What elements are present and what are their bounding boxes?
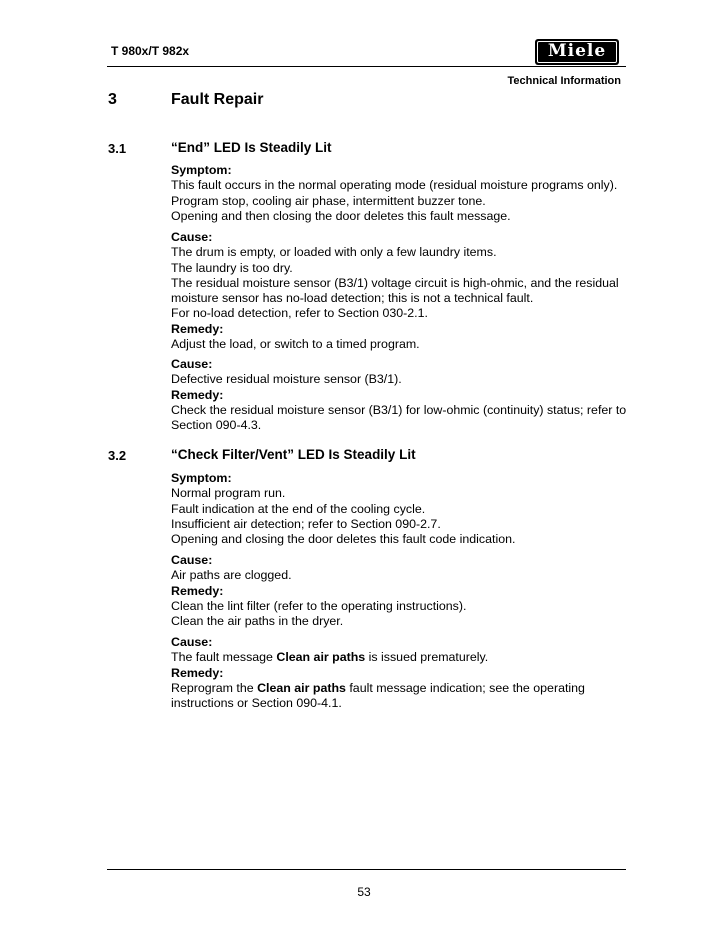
remedy-line: Section 090-4.3. xyxy=(171,418,262,433)
cause-line: The laundry is too dry. xyxy=(171,260,293,275)
cause-label: Cause: xyxy=(171,635,213,649)
cause-line: The drum is empty, or loaded with only a few laundry items. xyxy=(171,245,497,260)
symptom-line: This fault occurs in the normal operating mode (residual moisture programs only). xyxy=(171,178,618,193)
cause-remedy-block xyxy=(171,553,661,629)
remedy-line: Clean the lint filter (refer to the operating instructions). xyxy=(171,598,467,613)
section-title: “End” LED Is Steadily Lit xyxy=(171,140,332,155)
cause-remedy-block xyxy=(171,357,661,433)
symptom-line: Opening and then closing the door deletes this fault message. xyxy=(171,208,511,223)
footer-rule xyxy=(107,869,626,870)
chapter-number: 3 xyxy=(108,91,117,108)
symptom-line: Fault indication at the end of the cooling cycle. xyxy=(171,501,426,516)
cause-line xyxy=(171,650,661,665)
section-title: “Check Filter/Vent” LED Is Steadily Lit xyxy=(171,447,416,462)
cause-remedy-block xyxy=(171,230,661,352)
message-name: Clean air paths xyxy=(276,650,366,665)
remedy-label: Remedy: xyxy=(171,583,224,598)
chapter-title: Fault Repair xyxy=(171,91,264,108)
text-run: is issued prematurely. xyxy=(365,650,489,665)
text-run: fault message indication; see the operating xyxy=(345,680,585,695)
remedy-label: Remedy: xyxy=(171,387,224,402)
model-number: T 980x/T 982x xyxy=(111,44,190,58)
remedy-label: Remedy: xyxy=(171,665,224,680)
cause-line: The residual moisture sensor (B3/1) voltage circuit is high-ohmic, and the residual xyxy=(171,275,619,290)
cause-line: moisture sensor has no-load detection; this is not a technical fault. xyxy=(171,291,534,306)
logo-text: Miele xyxy=(537,41,617,63)
remedy-line: Check the residual moisture sensor (B3/1) for low-ohmic (continuity) status; refer to xyxy=(171,402,627,417)
symptom-line: Program stop, cooling air phase, intermittent buzzer tone. xyxy=(171,193,486,208)
text-run: The fault message xyxy=(171,650,277,665)
remedy-line xyxy=(171,681,661,696)
cause-label: Cause: xyxy=(171,357,213,371)
header-rule xyxy=(107,66,626,67)
symptom-label: Symptom: xyxy=(171,471,232,485)
remedy-line: Clean the air paths in the dryer. xyxy=(171,614,344,629)
cause-label: Cause: xyxy=(171,553,213,567)
symptom-label: Symptom: xyxy=(171,163,232,177)
remedy-label: Remedy: xyxy=(171,321,224,336)
cause-line: For no-load detection, refer to Section 030-2.1. xyxy=(171,306,428,321)
cause-line: Defective residual moisture sensor (B3/1). xyxy=(171,372,402,387)
symptom-block xyxy=(171,471,661,547)
remedy-line: instructions or Section 090-4.1. xyxy=(171,696,342,711)
cause-line: Air paths are clogged. xyxy=(171,568,292,583)
symptom-line: Normal program run. xyxy=(171,486,286,501)
section-number: 3.2 xyxy=(108,448,127,463)
remedy-line: Adjust the load, or switch to a timed program. xyxy=(171,337,420,352)
message-name: Clean air paths xyxy=(257,680,346,695)
symptom-line: Insufficient air detection; refer to Section 090-2.7. xyxy=(171,516,441,531)
page-number: 53 xyxy=(357,885,371,899)
symptom-block xyxy=(171,163,661,224)
text-run: Reprogram the xyxy=(171,680,258,695)
symptom-line: Opening and closing the door deletes this fault code indication. xyxy=(171,532,516,547)
miele-logo xyxy=(535,39,619,65)
cause-remedy-block xyxy=(171,635,661,711)
cause-label: Cause: xyxy=(171,230,213,244)
document-subtitle: Technical Information xyxy=(507,75,621,87)
section-number: 3.1 xyxy=(108,141,127,156)
